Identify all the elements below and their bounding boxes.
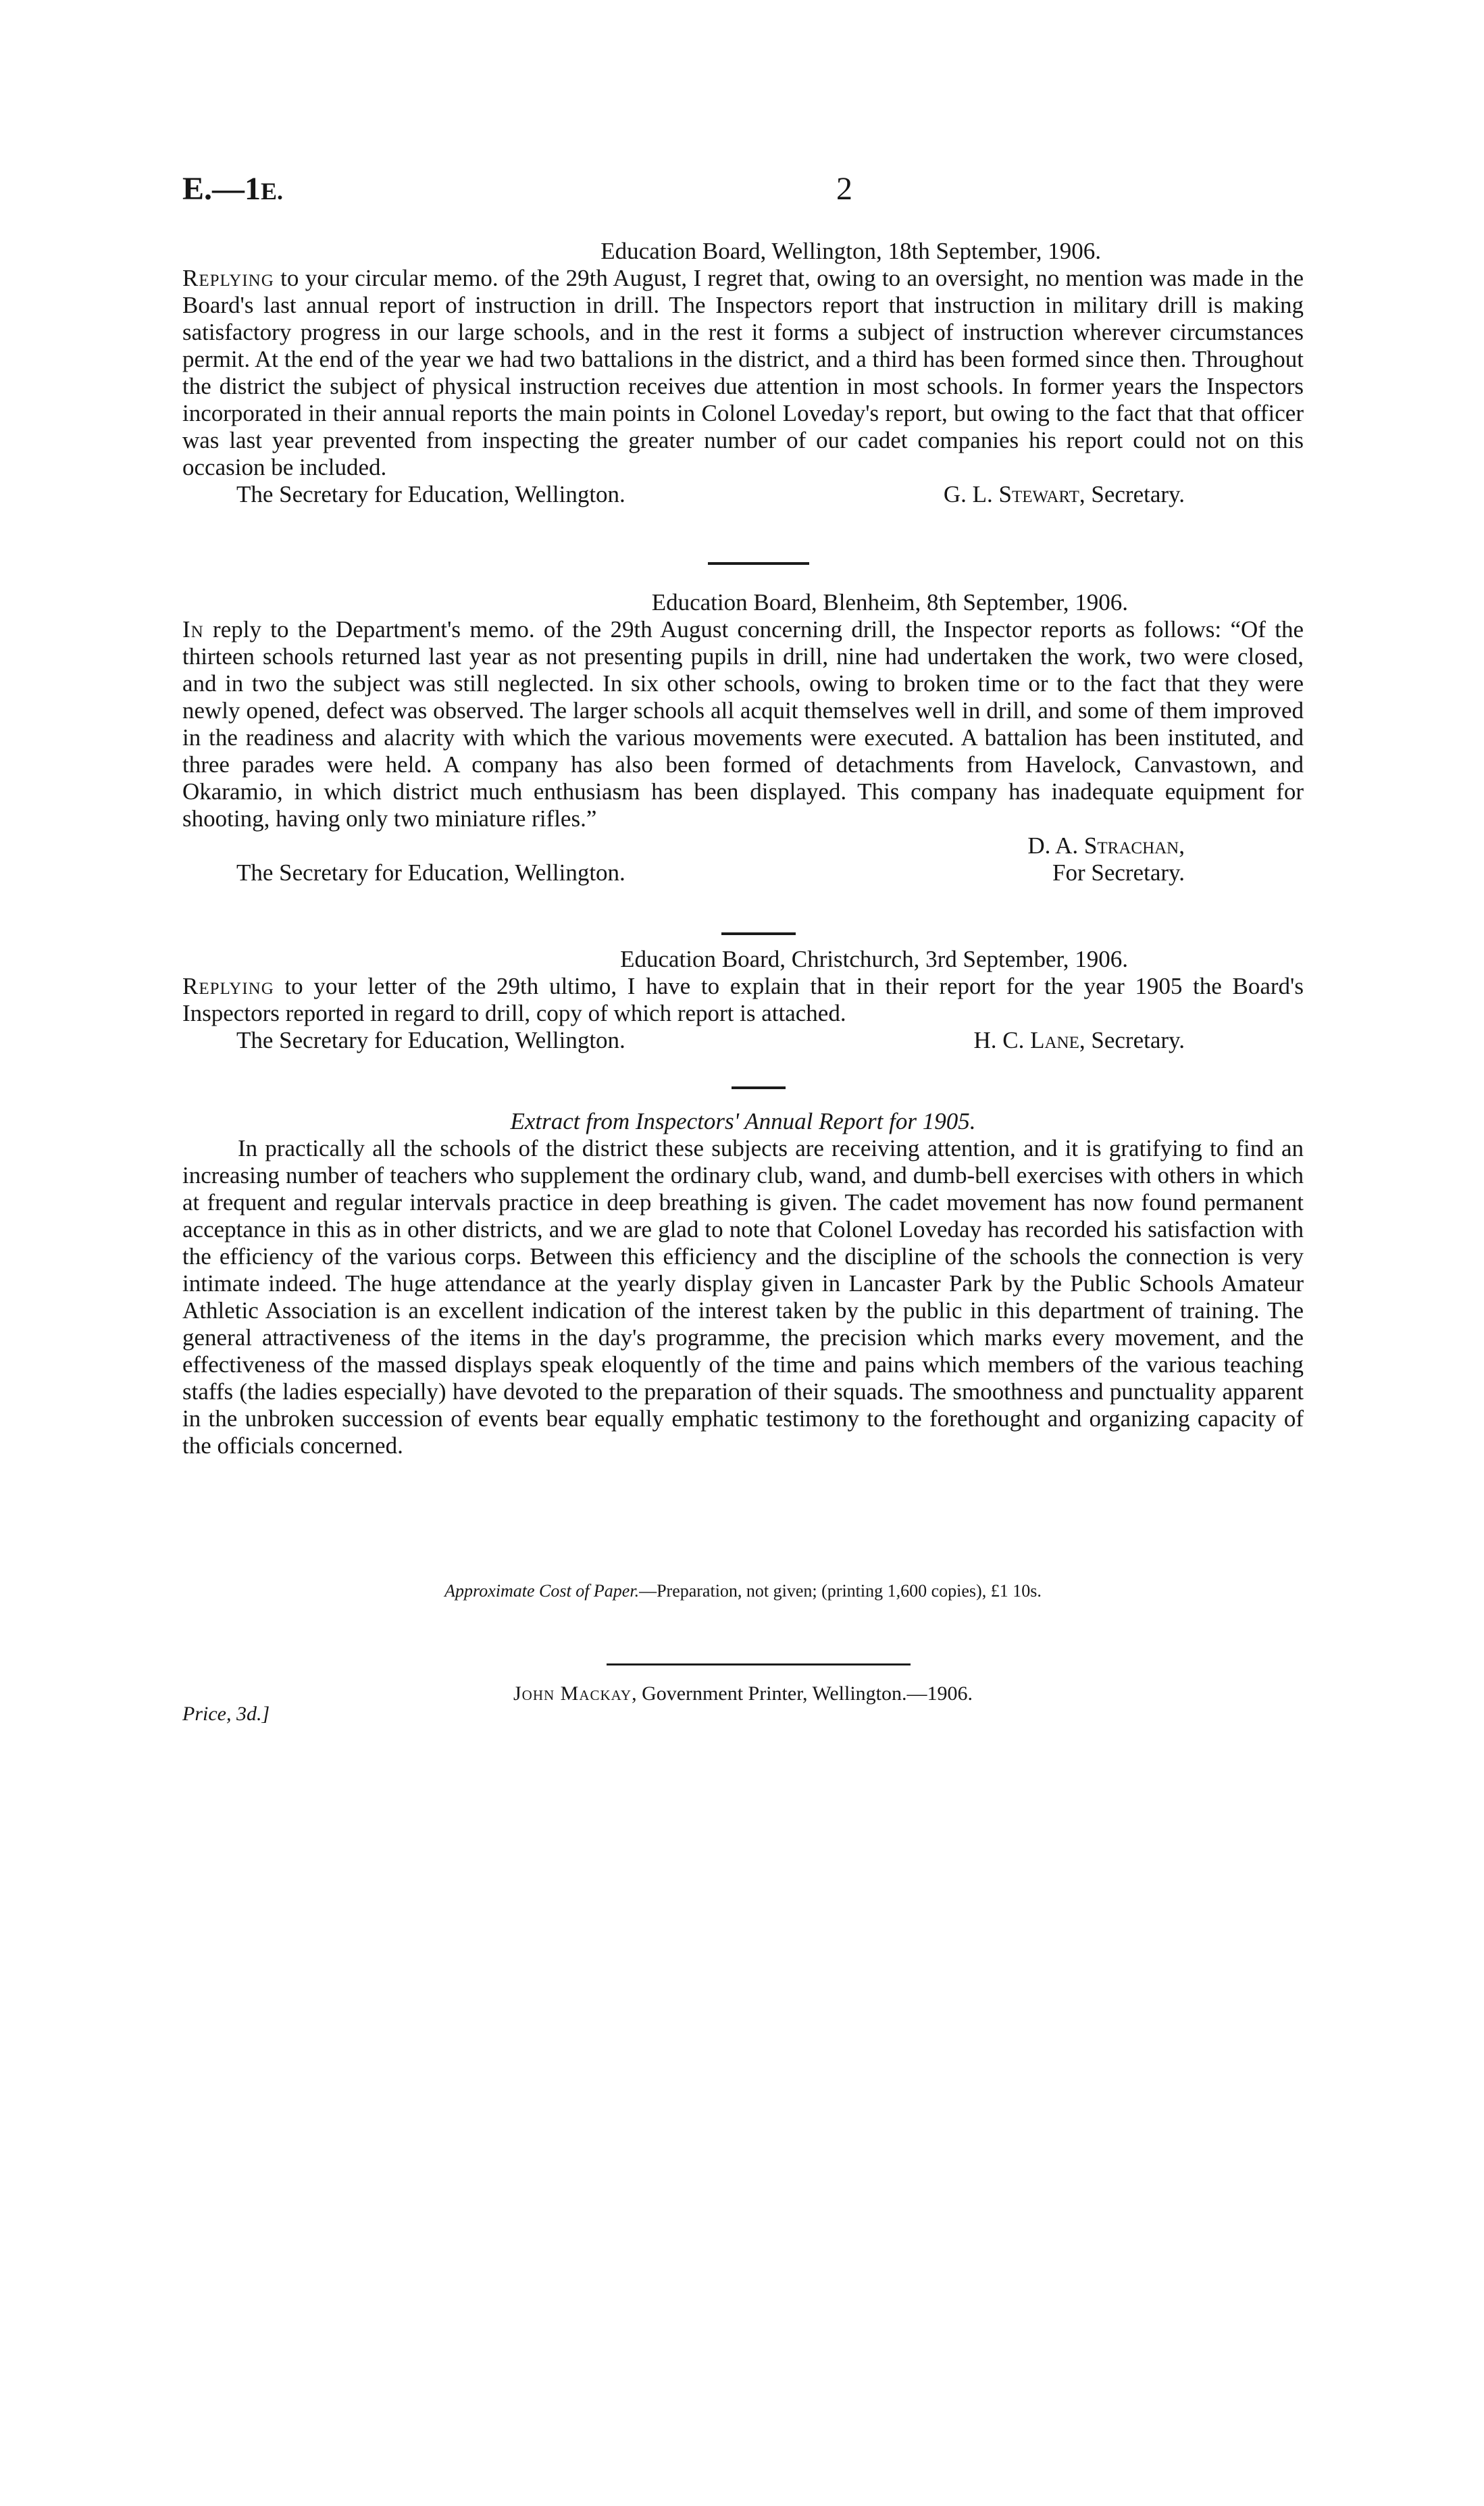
letter-body: In reply to the Department's memo. of the 29th August concerning drill, the Inspector reports as follows: “Of the thirteen schools returned last year as not presenting pupils in drill, nine had undertaken the work, two were closed, and in two the subject was still neglected. In six other schools, owing to broken time or to the fact that they were newly opened, defect was observed. The larger schools all acquit themselves well in drill, and some of them improved in the readiness and alacrity with which the various movements were executed. A battalion has been instituted, and three parades were held. A company has also been formed of detachments from Havelock, Canvastown, and Okaramio, in which district much enthusiasm has been displayed. This company has inadequate equipment for shooting, having only two miniature rifles.” (182, 616, 1304, 832)
letter-body: Replying to your circular memo. of the 29th August, I regret that, owing to an oversight, no mention was made in the Board's last annual report of instruction in drill. The Inspectors report that instruction in military drill is making satisfactory progress in our large schools, and in the rest it forms a subject of instruction wherever circumstances permit. At the end of the year we had two battalions in the district, and a third has been formed since then. Throughout the district the subject of physical instruction receives due attention in most schools. In former years the Inspectors incorporated in their annual reports the main points in Colonel Loveday's report, but owing to the fact that that officer was last year prevented from inspecting the greater number of our cadet companies his report could not on this occasion be included. (182, 265, 1304, 480)
extract-title: Extract from Inspectors' Annual Report for 1905. (510, 1108, 976, 1134)
inspectors-extract (182, 1108, 1304, 1459)
letter-addressee: The Secretary for Education, Wellington. (236, 1027, 625, 1053)
letter-signature: H. C. Lane, Secretary. (973, 1027, 1185, 1053)
letter-signature-row (182, 481, 1304, 508)
letter-signer-title: For Secretary. (1052, 859, 1185, 886)
page-number: 2 (836, 171, 852, 207)
section-divider (721, 932, 796, 935)
extract-body: In practically all the schools of the district these subjects are receiving attention, and it is gratifying to find an increasing number of teachers who supplement the ordinary club, wand, and dumb-bell exercises with others in which at frequent and regular intervals practice in deep breathing is given. The cadet movement has now found permanent acceptance in this as in other districts, and we are glad to note that Colonel Loveday has recorded his satisfaction with the efficiency of the various corps. Between this efficiency and the discipline of the schools the connection is very intimate indeed. The huge attendance at the yearly display given in Lancaster Park by the Public Schools Amateur Athletic Association is an excellent indication of the interest taken by the public in this department of training. The general attractiveness of the items in the day's programme, the precision which marks every movement, and the effectiveness of the massed displays speak eloquently of the time and pains which members of the various teaching staffs (the ladies especially) have devoted to the preparation of their squads. The smoothness and punctuality apparent in the unbroken succession of events bear equally emphatic testimony to the forethought and organizing capacity of the officials concerned. (182, 1135, 1304, 1459)
letter-signature-row (182, 859, 1304, 886)
document-reference: E.—1E. (182, 171, 284, 207)
letter-signature-row (182, 1027, 1304, 1054)
price-note: Price, 3d.] (182, 1703, 270, 1725)
letter-blenheim (182, 589, 1304, 886)
section-divider (708, 562, 809, 565)
letter-dateline: Education Board, Wellington, 18th September, 1906. (600, 238, 1101, 264)
letter-addressee: The Secretary for Education, Wellington. (236, 859, 625, 886)
paper-cost-note: Approximate Cost of Paper.—Preparation, not given; (printing 1,600 copies), £1 10s. (444, 1581, 1042, 1601)
letter-signature: G. L. Stewart, Secretary. (943, 481, 1185, 507)
letter-christchurch (182, 946, 1304, 1054)
printer-imprint: John Mackay, Government Printer, Wellington.—1906. (513, 1682, 973, 1705)
letter-signer-name: D. A. Strachan, (1027, 832, 1185, 859)
footer-divider (607, 1663, 911, 1665)
letter-wellington (182, 238, 1304, 508)
letter-addressee: The Secretary for Education, Wellington. (236, 481, 625, 507)
page-header (182, 170, 1304, 218)
letter-body: Replying to your letter of the 29th ultimo, I have to explain that in their report for the year 1905 the Board's Inspectors reported in regard to drill, copy of which report is attached. (182, 973, 1304, 1026)
letter-dateline: Education Board, Blenheim, 8th September, 1906. (651, 589, 1128, 616)
letter-dateline: Education Board, Christchurch, 3rd September, 1906. (620, 946, 1128, 972)
section-divider (732, 1086, 786, 1089)
